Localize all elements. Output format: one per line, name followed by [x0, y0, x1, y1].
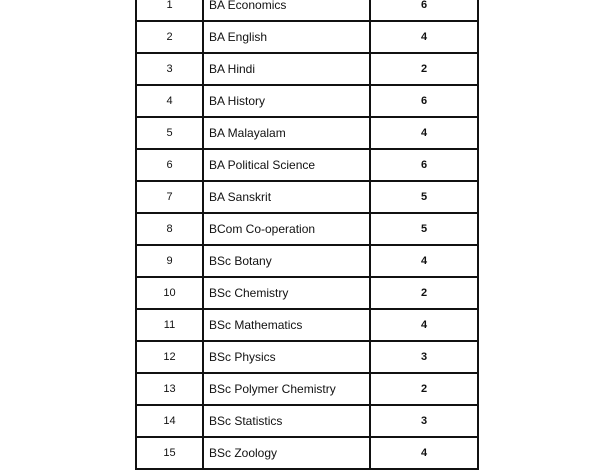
- count-cell: 6: [370, 85, 478, 117]
- serial-number-cell: 3: [136, 53, 203, 85]
- programme-name-cell: BA Hindi: [203, 53, 370, 85]
- programme-name-cell: BSc Mathematics: [203, 309, 370, 341]
- count-cell: 5: [370, 181, 478, 213]
- table-row: [136, 117, 478, 149]
- programme-name-cell: BSc Statistics: [203, 405, 370, 437]
- count-cell: 4: [370, 117, 478, 149]
- table-row: [136, 373, 478, 405]
- table-row: [136, 341, 478, 373]
- programme-name-cell: BA English: [203, 21, 370, 53]
- count-cell: 3: [370, 405, 478, 437]
- count-cell: 5: [370, 213, 478, 245]
- serial-number-cell: 1: [136, 0, 203, 21]
- count-cell: 2: [370, 277, 478, 309]
- programme-name-cell: BA History: [203, 85, 370, 117]
- serial-number-cell: 10: [136, 277, 203, 309]
- serial-number-cell: 8: [136, 213, 203, 245]
- table-row: [136, 181, 478, 213]
- table-row: [136, 85, 478, 117]
- programme-name-cell: BSc Botany: [203, 245, 370, 277]
- serial-number-cell: 13: [136, 373, 203, 405]
- table-row: [136, 213, 478, 245]
- table-row: [136, 405, 478, 437]
- serial-number-cell: 9: [136, 245, 203, 277]
- table-row: [136, 437, 478, 469]
- table-row: [136, 0, 478, 21]
- count-cell: 2: [370, 53, 478, 85]
- programme-name-cell: BA Political Science: [203, 149, 370, 181]
- serial-number-cell: 4: [136, 85, 203, 117]
- serial-number-cell: 12: [136, 341, 203, 373]
- programme-table-container: [135, 0, 479, 470]
- table-body: [136, 0, 478, 469]
- programme-name-cell: BA Malayalam: [203, 117, 370, 149]
- count-cell: 6: [370, 149, 478, 181]
- serial-number-cell: 11: [136, 309, 203, 341]
- programme-name-cell: BCom Co-operation: [203, 213, 370, 245]
- serial-number-cell: 6: [136, 149, 203, 181]
- programme-name-cell: BA Economics: [203, 0, 370, 21]
- table-row: [136, 53, 478, 85]
- serial-number-cell: 14: [136, 405, 203, 437]
- programme-table: [135, 0, 479, 470]
- table-row: [136, 277, 478, 309]
- count-cell: 4: [370, 21, 478, 53]
- serial-number-cell: 2: [136, 21, 203, 53]
- programme-name-cell: BSc Polymer Chemistry: [203, 373, 370, 405]
- count-cell: 6: [370, 0, 478, 21]
- table-row: [136, 149, 478, 181]
- serial-number-cell: 15: [136, 437, 203, 469]
- table-row: [136, 21, 478, 53]
- count-cell: 4: [370, 309, 478, 341]
- count-cell: 3: [370, 341, 478, 373]
- programme-name-cell: BA Sanskrit: [203, 181, 370, 213]
- programme-name-cell: BSc Zoology: [203, 437, 370, 469]
- count-cell: 4: [370, 245, 478, 277]
- count-cell: 2: [370, 373, 478, 405]
- count-cell: 4: [370, 437, 478, 469]
- programme-name-cell: BSc Physics: [203, 341, 370, 373]
- table-row: [136, 309, 478, 341]
- programme-name-cell: BSc Chemistry: [203, 277, 370, 309]
- table-row: [136, 245, 478, 277]
- serial-number-cell: 5: [136, 117, 203, 149]
- serial-number-cell: 7: [136, 181, 203, 213]
